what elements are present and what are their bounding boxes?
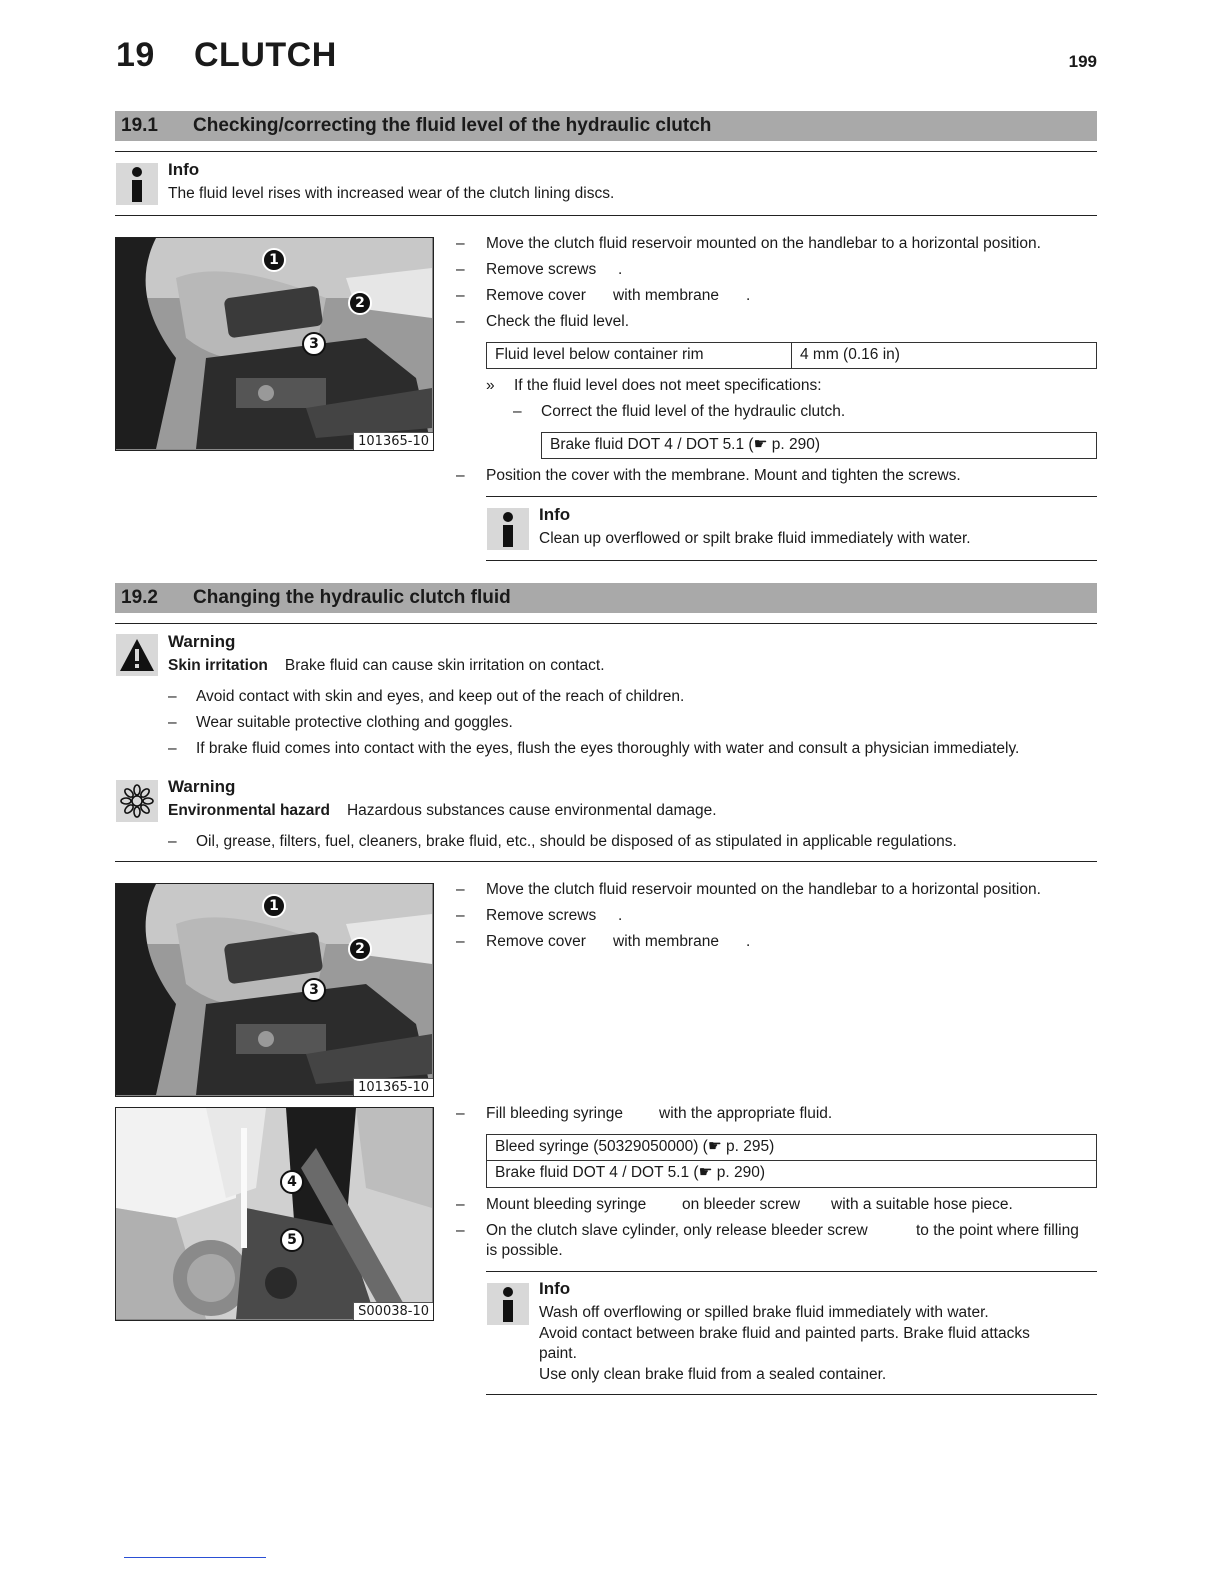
info-title: Info bbox=[539, 505, 571, 524]
section-title: Checking/correcting the fluid level of the hydraulic clutch bbox=[193, 115, 712, 136]
warning-title: Warning bbox=[168, 777, 236, 796]
info-title: Info bbox=[168, 160, 200, 179]
step: – Fill bleeding syringe with the appropriate fluid. bbox=[456, 1105, 833, 1122]
spec-table bbox=[486, 342, 1097, 369]
bleeding-syringe-photo bbox=[115, 1107, 434, 1321]
tools-table bbox=[486, 1134, 1097, 1188]
section-heading-19-1 bbox=[115, 111, 1097, 141]
spec-label: Fluid level below container rim bbox=[487, 343, 792, 368]
step: – Check the fluid level. bbox=[456, 313, 630, 330]
step: – On the clutch slave cylinder, only release bleeder screw to the point where filling is possible. bbox=[456, 1222, 1079, 1259]
warning-text: Brake fluid can cause skin irritation on contact. bbox=[284, 657, 605, 674]
section-title: Changing the hydraulic clutch fluid bbox=[193, 587, 511, 608]
chapter-heading bbox=[116, 36, 337, 75]
info-line: Wash off overflowing or spilled brake fluid immediately with water. bbox=[539, 1304, 989, 1321]
info-line: paint. bbox=[539, 1345, 577, 1362]
info-line: Avoid contact between brake fluid and painted parts. Brake fluid attacks bbox=[539, 1325, 1030, 1342]
info-text: Clean up overflowed or spilt brake fluid immediately with water. bbox=[539, 530, 971, 547]
step: – Remove screws . bbox=[456, 907, 623, 924]
warning-line bbox=[168, 802, 717, 820]
divider bbox=[486, 1271, 1097, 1272]
info-icon bbox=[487, 508, 529, 550]
callout-3: 3 bbox=[302, 978, 326, 1002]
callout-2: 2 bbox=[348, 291, 372, 315]
warning-item: – If brake fluid comes into contact with the eyes, flush the eyes thoroughly with water and consult a physician immediately. bbox=[168, 740, 1020, 757]
step: – Mount bleeding syringe on bleeder screw with a suitable hose piece. bbox=[456, 1196, 1013, 1213]
image-code: 101365-10 bbox=[353, 1078, 433, 1096]
warning-text: Hazardous substances cause environmental damage. bbox=[346, 802, 717, 819]
callout-3: 3 bbox=[302, 332, 326, 356]
warning-title: Warning bbox=[168, 632, 236, 651]
step: – Remove cover with membrane . bbox=[456, 933, 751, 950]
warning-label: Environmental hazard bbox=[168, 802, 330, 819]
warning-item: – Oil, grease, filters, fuel, cleaners, brake fluid, etc., should be disposed of as stipulated in applicable regulations. bbox=[168, 833, 957, 850]
chapter-title: CLUTCH bbox=[194, 36, 337, 74]
callout-4: 4 bbox=[280, 1170, 304, 1194]
info-text: The fluid level rises with increased wear of the clutch lining discs. bbox=[168, 185, 615, 202]
step: – Position the cover with the membrane. Mount and tighten the screws. bbox=[456, 467, 961, 484]
step: – Remove screws . bbox=[456, 261, 623, 278]
info-icon bbox=[116, 163, 158, 205]
divider bbox=[486, 1394, 1097, 1395]
footer-link-line[interactable] bbox=[124, 1557, 266, 1558]
divider bbox=[115, 623, 1097, 624]
chapter-number: 19 bbox=[116, 36, 155, 74]
warning-triangle-icon bbox=[116, 634, 158, 676]
condition: » If the fluid level does not meet specifications: bbox=[486, 377, 822, 394]
warning-item: – Wear suitable protective clothing and goggles. bbox=[168, 714, 513, 731]
callout-1: 1 bbox=[262, 894, 286, 918]
divider bbox=[486, 560, 1097, 561]
divider bbox=[115, 151, 1097, 152]
warning-item: – Avoid contact with skin and eyes, and keep out of the reach of children. bbox=[168, 688, 685, 705]
reservoir-photo bbox=[115, 883, 434, 1097]
reservoir-photo bbox=[115, 237, 434, 451]
substep: – Correct the fluid level of the hydraulic clutch. bbox=[513, 403, 846, 420]
spec-value: 4 mm (0.16 in) bbox=[800, 346, 900, 363]
info-title: Info bbox=[539, 1279, 571, 1298]
fluid-table bbox=[541, 432, 1097, 459]
warning-line bbox=[168, 657, 605, 675]
image-code: 101365-10 bbox=[353, 432, 433, 450]
section-number: 19.2 bbox=[121, 587, 158, 608]
section-heading-19-2 bbox=[115, 583, 1097, 613]
info-line: Use only clean brake fluid from a sealed container. bbox=[539, 1366, 887, 1383]
callout-2: 2 bbox=[348, 937, 372, 961]
callout-5: 5 bbox=[280, 1228, 304, 1252]
divider bbox=[115, 215, 1097, 216]
divider bbox=[486, 496, 1097, 497]
environment-flower-icon bbox=[116, 780, 158, 822]
warning-label: Skin irritation bbox=[168, 657, 268, 674]
tool-row: Brake fluid DOT 4 / DOT 5.1 (☛ p. 290) bbox=[495, 1164, 766, 1181]
tool-row: Bleed syringe (50329050000) (☛ p. 295) bbox=[487, 1135, 1096, 1161]
image-code: S00038-10 bbox=[353, 1302, 433, 1320]
page-number: 199 bbox=[1068, 52, 1097, 71]
step: – Move the clutch fluid reservoir mounted on the handlebar to a horizontal position. bbox=[456, 881, 1041, 898]
fluid-spec: Brake fluid DOT 4 / DOT 5.1 (☛ p. 290) bbox=[550, 436, 821, 453]
section-number: 19.1 bbox=[121, 115, 158, 136]
callout-1: 1 bbox=[262, 248, 286, 272]
step: – Remove cover with membrane . bbox=[456, 287, 751, 304]
step: – Move the clutch fluid reservoir mounted on the handlebar to a horizontal position. bbox=[456, 235, 1041, 252]
info-icon bbox=[487, 1283, 529, 1325]
divider bbox=[115, 861, 1097, 862]
